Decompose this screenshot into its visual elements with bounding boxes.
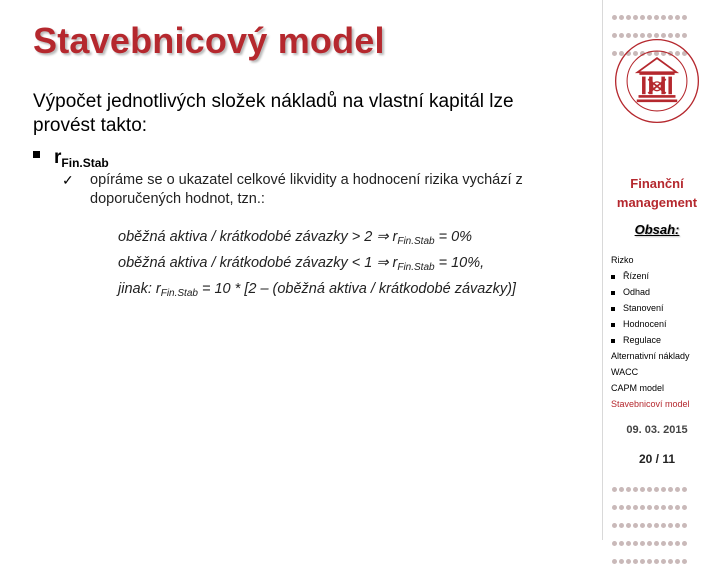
formula-subscript: Fin.Stab <box>397 236 435 247</box>
page-number: 20 / 11 <box>638 452 676 466</box>
formula-line <box>118 281 516 299</box>
toc-item-label: Stanovení <box>623 303 664 313</box>
toc-item-alternativni-naklady[interactable]: Alternativní náklady <box>611 351 690 361</box>
slide-date: 09. 03. 2015 <box>626 424 688 436</box>
check-item-text: opíráme se o ukazatel celkové likvidity a hodnocení rizika vychází z doporučených hodnot, tzn.: <box>90 172 523 207</box>
intro-text: Výpočet jednotlivých složek nákladů na vlastní kapitál lze provést takto: <box>33 91 514 136</box>
toc-item-stavebnicovy-model[interactable]: Stavebnicoví model <box>611 399 690 409</box>
toc-item-label: Odhad <box>623 287 651 297</box>
university-seal-logo <box>613 37 701 125</box>
formula-right: = 0% <box>434 229 473 245</box>
toc-item-label: Řízení <box>623 271 650 281</box>
slide-title: Stavebnicový model <box>33 20 385 61</box>
toc-item-odhad[interactable] <box>611 284 690 300</box>
bullet-main <box>33 147 109 170</box>
bullet-main-label: r <box>54 147 62 168</box>
checkmark-icon: ✓ <box>62 172 74 188</box>
toc-item-stanoveni[interactable] <box>611 300 690 316</box>
toc-item-hodnoceni[interactable] <box>611 316 690 332</box>
formula-subscript: Fin.Stab <box>397 262 435 273</box>
toc-item-label: Regulace <box>623 335 662 345</box>
formula-line <box>118 255 484 273</box>
bullet-main-subscript: Fin.Stab <box>61 156 109 170</box>
toc-item-rizeni[interactable] <box>611 268 690 284</box>
toc-item-regulace[interactable] <box>611 332 690 348</box>
contents-heading: Obsah: <box>634 222 680 237</box>
toc-item-capm-model[interactable]: CAPM model <box>611 383 665 393</box>
sidebar-section-title: Finanční management <box>616 176 698 210</box>
formula-left: oběžná aktiva / krátkodobé závazky > 2 ⇒ r <box>118 229 398 245</box>
table-of-contents <box>611 252 690 412</box>
toc-item-label: Hodnocení <box>623 319 667 329</box>
decorative-dots-bottom <box>612 482 702 572</box>
toc-item-rizko[interactable]: Rizko <box>611 255 634 265</box>
formula-right: = 10%, <box>434 255 485 271</box>
toc-item-wacc[interactable]: WACC <box>611 367 639 377</box>
formula-subscript: Fin.Stab <box>160 288 198 299</box>
sidebar-divider <box>602 0 603 540</box>
formula-left: oběžná aktiva / krátkodobé závazky < 1 ⇒ r <box>118 255 398 271</box>
formula-left: jinak: r <box>118 281 161 297</box>
formula-line <box>118 229 472 247</box>
square-bullet-icon <box>33 151 40 158</box>
formula-right: = 10 * [2 – (oběžná aktiva / krátkodobé závazky)] <box>197 281 516 297</box>
